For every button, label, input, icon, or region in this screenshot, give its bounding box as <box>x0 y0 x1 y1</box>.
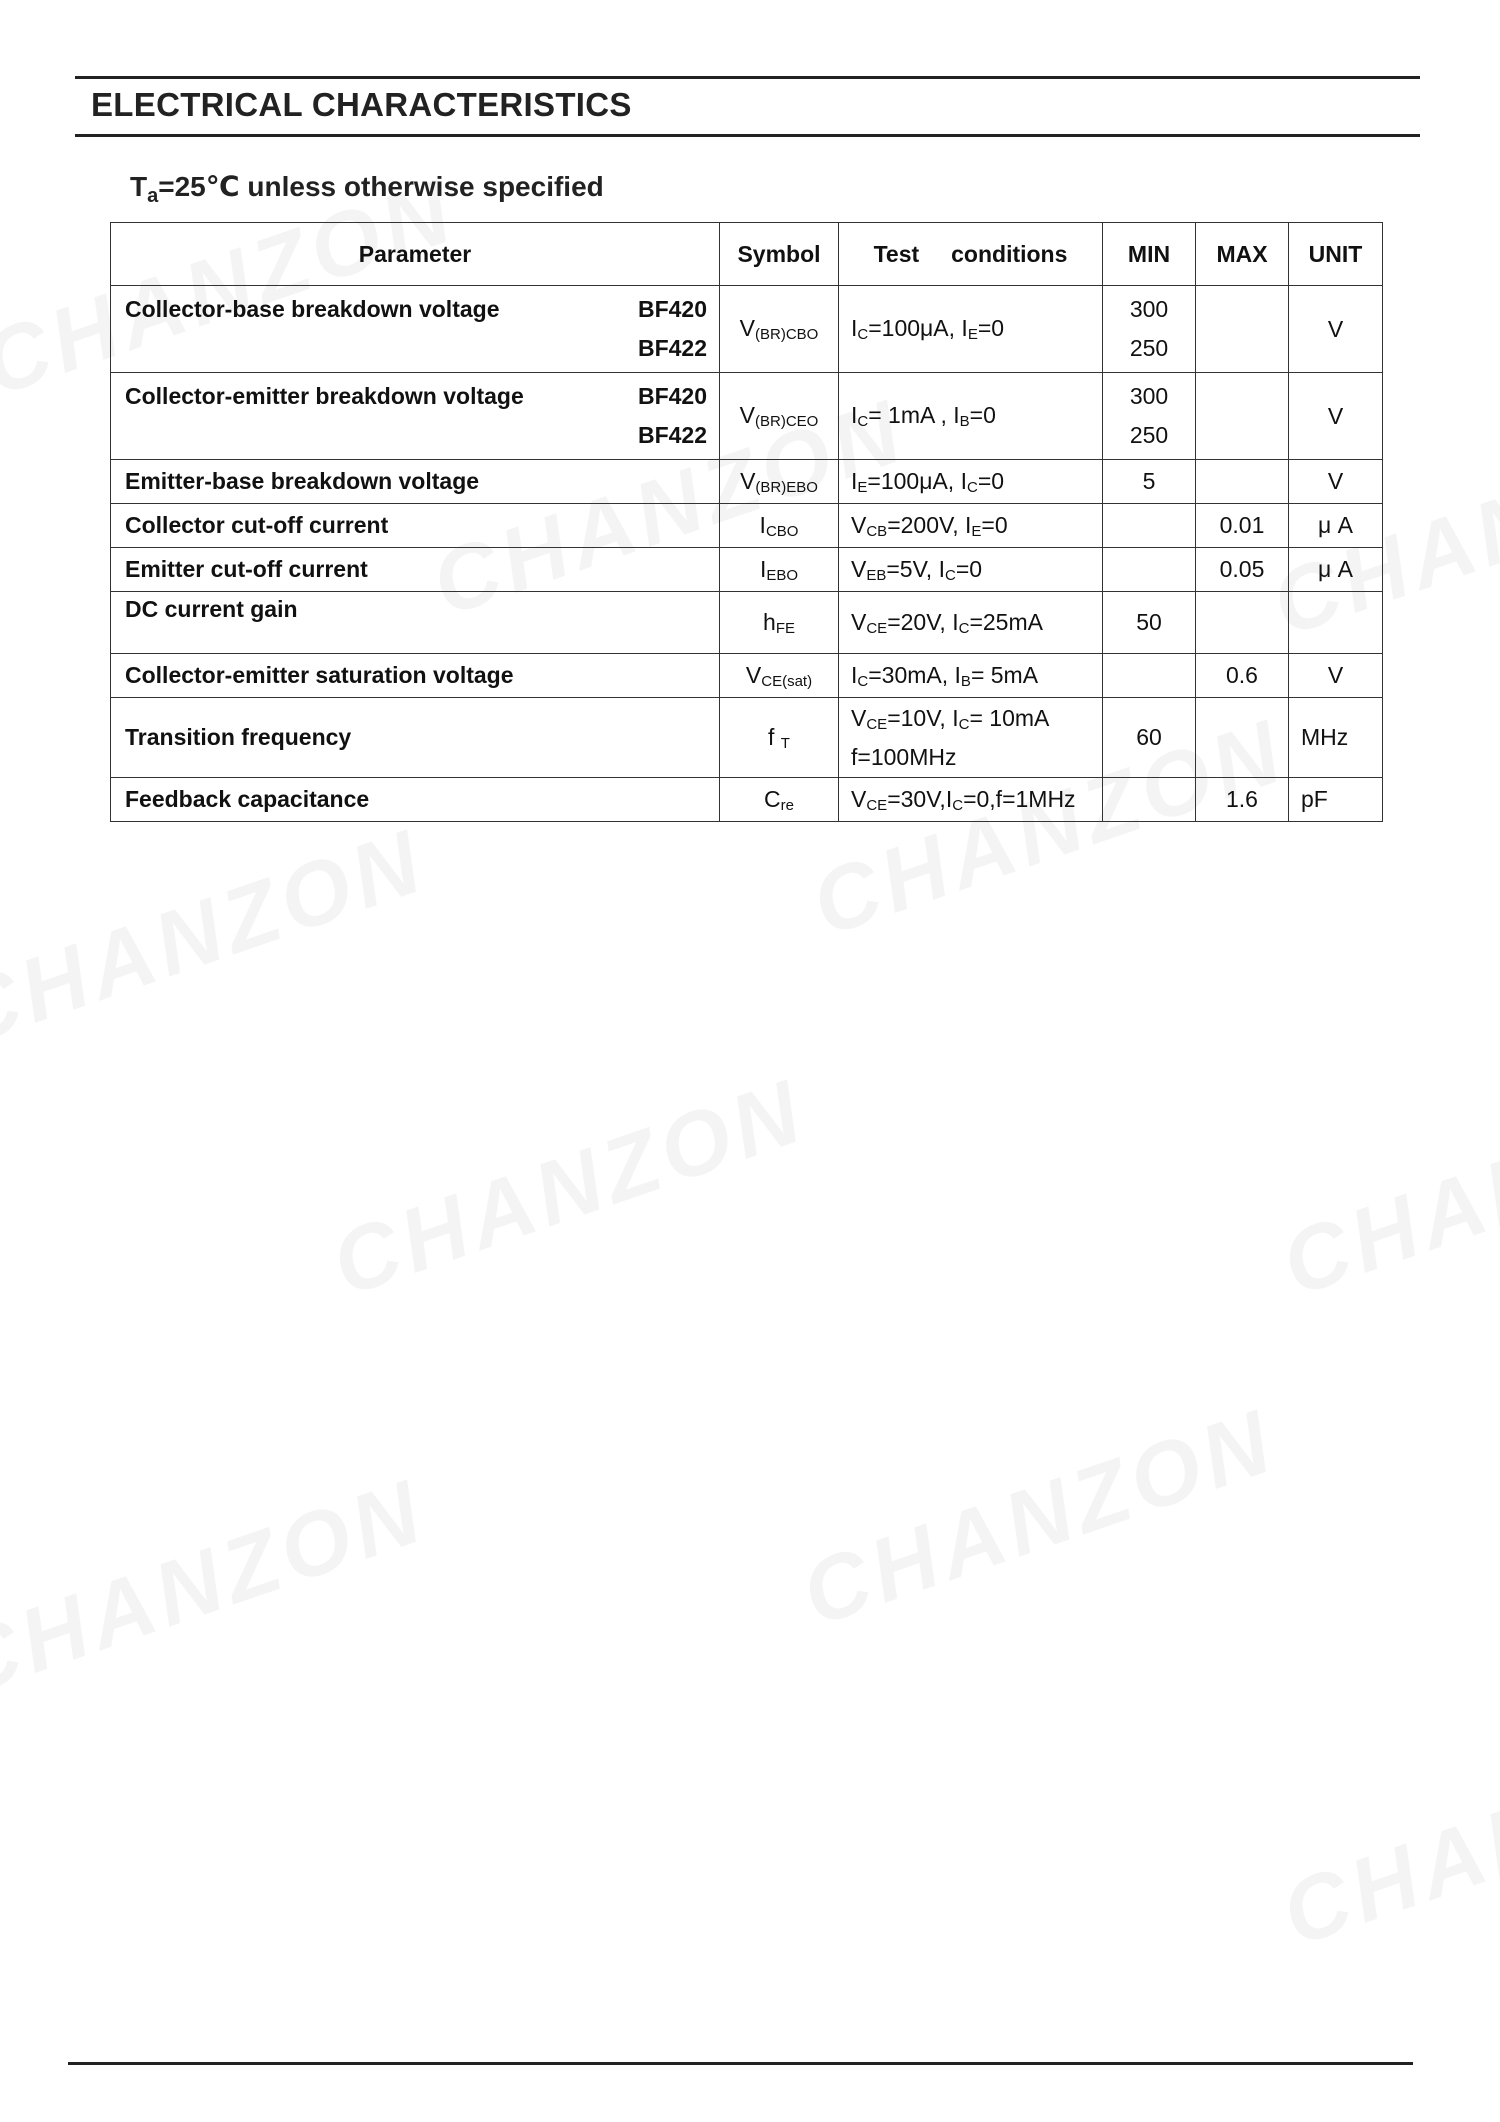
table-row <box>111 778 1383 822</box>
section-title: ELECTRICAL CHARACTERISTICS <box>91 86 632 123</box>
header-max: MAX <box>1196 223 1289 286</box>
cell-unit: V <box>1289 286 1383 373</box>
cell-parameter <box>111 373 720 460</box>
symbol-subscript: (BR)EBO <box>755 478 818 496</box>
header-symbol: Symbol <box>720 223 839 286</box>
cell-max <box>1196 286 1289 373</box>
cell-min: 60 <box>1103 698 1196 778</box>
parameter-name: Collector-emitter breakdown voltage <box>125 383 524 409</box>
cell-test-conditions <box>839 698 1103 778</box>
min-value: 250 <box>1129 422 1169 448</box>
cell-min: 50 <box>1103 592 1196 654</box>
cell-max <box>1196 460 1289 504</box>
cell-symbol <box>720 286 839 373</box>
cell-symbol <box>720 698 839 778</box>
watermark-text <box>0 810 439 1068</box>
symbol-main: h <box>763 608 776 635</box>
cell-symbol <box>720 654 839 698</box>
symbol-subscript: EBO <box>766 566 799 584</box>
param-line <box>125 416 707 455</box>
header-test-conditions: Test conditions <box>839 223 1103 286</box>
cell-symbol <box>720 548 839 592</box>
cell-min <box>1103 654 1196 698</box>
cell-min <box>1103 504 1196 548</box>
symbol-main: V <box>745 661 762 688</box>
cell-parameter: Emitter cut-off current <box>111 548 720 592</box>
table-row <box>111 460 1383 504</box>
symbol-subscript: re <box>780 796 794 814</box>
symbol-subscript: CBO <box>765 522 799 540</box>
cell-symbol <box>720 592 839 654</box>
watermark-text <box>0 1460 439 1718</box>
symbol-subscript: T <box>780 734 790 752</box>
cell-unit: V <box>1289 654 1383 698</box>
cell-test-conditions: $V_{CE}=20V$, $I_C=25mA$ <box>839 592 1103 654</box>
cell-parameter: Feedback capacitance <box>111 778 720 822</box>
cell-unit: MHz <box>1289 698 1383 778</box>
cell-parameter: Transition frequency <box>111 698 720 778</box>
cell-parameter <box>111 286 720 373</box>
min-value: 300 <box>1129 383 1169 409</box>
cell-test-conditions: $I_E=100\mu A$, $I_C=0$ <box>839 460 1103 504</box>
cell-max: 0.6 <box>1196 654 1289 698</box>
symbol-subscript: (BR)CBO <box>755 326 819 343</box>
symbol-main: f <box>768 723 781 750</box>
condition-line: f=100MHz <box>851 743 957 770</box>
cell-max: 0.01 <box>1196 504 1289 548</box>
table-header-row <box>111 223 1383 286</box>
cell-symbol <box>720 373 839 460</box>
symbol-subscript: CE(sat) <box>761 672 813 690</box>
parameter-name: Collector-base breakdown voltage <box>125 296 500 322</box>
symbol-main: I <box>759 555 767 582</box>
cell-min <box>1103 373 1196 460</box>
cell-test-conditions: $I_C=30mA$, $I_B= 5mA$ <box>839 654 1103 698</box>
param-line <box>125 329 707 368</box>
cell-max: 0.05 <box>1196 548 1289 592</box>
device-variant: BF422 <box>637 335 707 361</box>
symbol-subscript: (BR)CEO <box>755 413 819 430</box>
param-line <box>125 290 707 329</box>
cell-test-conditions: $V_{CE}=30V,I_C=0,f=1MHz$ <box>839 778 1103 822</box>
title-divider <box>75 134 1420 137</box>
cell-unit: μ A <box>1289 548 1383 592</box>
condition-line: $V_{CE}=10V$, $I_C= 10mA$ <box>851 704 1050 733</box>
cell-parameter: DC current gain <box>111 592 720 654</box>
symbol-main: V <box>740 467 756 494</box>
cell-unit: V <box>1289 460 1383 504</box>
watermark-text <box>1270 1710 1500 1968</box>
cell-min: 5 <box>1103 460 1196 504</box>
cell-min <box>1103 286 1196 373</box>
top-divider <box>75 76 1420 79</box>
table-row <box>111 548 1383 592</box>
cell-symbol <box>720 460 839 504</box>
table-row <box>111 654 1383 698</box>
cell-parameter: Emitter-base breakdown voltage <box>111 460 720 504</box>
test-condition-note: $T_a=25℃$ unless otherwise specified <box>130 171 604 207</box>
device-variant: BF420 <box>637 296 707 322</box>
param-line <box>125 377 707 416</box>
cell-test-conditions: $I_C=100\mu A$, $I_E=0$ <box>839 286 1103 373</box>
cell-unit: μ A <box>1289 504 1383 548</box>
cell-parameter: Collector cut-off current <box>111 504 720 548</box>
cell-parameter: Collector-emitter saturation voltage <box>111 654 720 698</box>
cell-test-conditions: $V_{CB}=200V$, $I_E=0$ <box>839 504 1103 548</box>
header-unit: UNIT <box>1289 223 1383 286</box>
table-row <box>111 373 1383 460</box>
bottom-divider <box>68 2062 1413 2065</box>
symbol-main: V <box>739 315 755 341</box>
cell-max: 1.6 <box>1196 778 1289 822</box>
min-value: 250 <box>1129 335 1169 361</box>
electrical-characteristics-table <box>110 222 1383 822</box>
watermark-text <box>1270 1060 1500 1318</box>
cell-symbol <box>720 778 839 822</box>
symbol-main: V <box>739 402 755 428</box>
device-variant: BF422 <box>637 422 707 448</box>
symbol-subscript: FE <box>775 619 795 637</box>
cell-symbol <box>720 504 839 548</box>
cell-max <box>1196 373 1289 460</box>
cell-unit: V <box>1289 373 1383 460</box>
table-row <box>111 504 1383 548</box>
table-row <box>111 286 1383 373</box>
table-row <box>111 592 1383 654</box>
symbol-main: I <box>759 511 766 538</box>
min-value: 300 <box>1129 296 1169 322</box>
cell-test-conditions: $V_{EB}=5V$, $I_C=0$ <box>839 548 1103 592</box>
watermark-text <box>790 1390 1289 1648</box>
cell-max <box>1196 592 1289 654</box>
table-body <box>111 286 1383 822</box>
cell-max <box>1196 698 1289 778</box>
cell-min <box>1103 778 1196 822</box>
table-row <box>111 698 1383 778</box>
cell-unit: pF <box>1289 778 1383 822</box>
symbol-main: C <box>764 785 781 812</box>
watermark-text <box>320 1060 819 1318</box>
cell-min <box>1103 548 1196 592</box>
header-parameter: Parameter <box>111 223 720 286</box>
cell-test-conditions: $I_C= 1mA$ , $I_B=0$ <box>839 373 1103 460</box>
cell-unit <box>1289 592 1383 654</box>
header-min: MIN <box>1103 223 1196 286</box>
device-variant: BF420 <box>637 383 707 409</box>
